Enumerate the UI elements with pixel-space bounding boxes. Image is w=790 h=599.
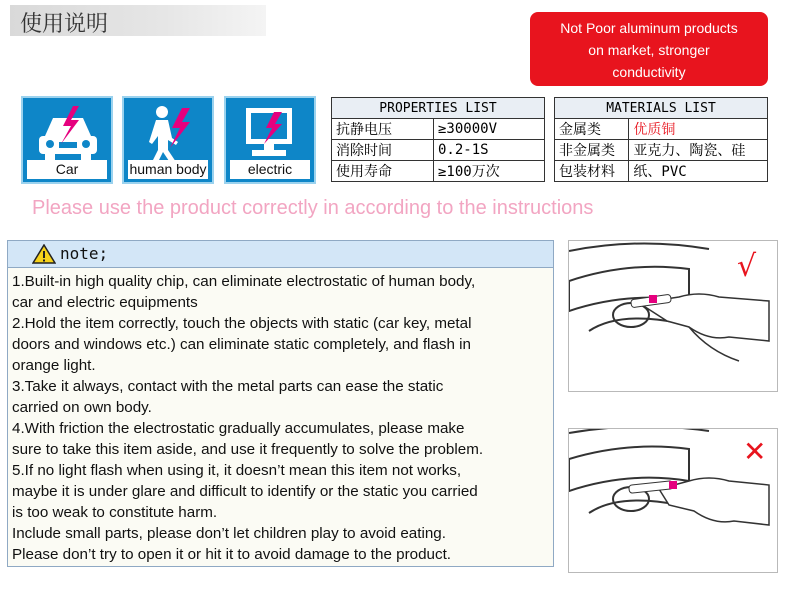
note-line: doors and windows etc.) can eliminate static completely, and flash in: [12, 336, 471, 353]
note-line: car and electric equipments: [12, 294, 198, 311]
correct-usage-illustration: [568, 240, 778, 392]
tile-label: electric: [230, 160, 310, 179]
note-label: note;: [60, 244, 109, 263]
warning-icon: [32, 244, 56, 264]
note-line: carried on own body.: [12, 399, 152, 416]
note-line: 3.Take it always, contact with the metal parts can ease the static: [12, 378, 444, 395]
correct-mark: √: [737, 249, 757, 284]
property-value: ≥100万次: [434, 161, 545, 182]
promo-badge: [530, 12, 768, 86]
note-line: maybe it is under glare and difficult to identify or the static you carried: [12, 483, 478, 500]
materials-table: [554, 97, 768, 182]
note-header: [8, 241, 553, 268]
note-line: 5.If no light flash when using it, it doesn’t mean this item not works,: [12, 462, 462, 479]
property-name: 抗静电压: [332, 119, 434, 140]
property-name: 消除时间: [332, 140, 434, 161]
material-type: 包装材料: [555, 161, 629, 182]
wrong-usage-illustration: [568, 428, 778, 573]
table-row: [332, 161, 545, 182]
note-line: sure to take this item aside, and use it frequently to solve the problem.: [12, 441, 484, 458]
property-value: 0.2-1S: [434, 140, 545, 161]
note-panel: [7, 240, 554, 567]
note-line: Please don’t try to open it or hit it to avoid damage to the product.: [12, 546, 452, 563]
page-title: 使用说明: [20, 12, 109, 37]
material-type: 非金属类: [555, 140, 629, 161]
materials-title: MATERIALS LIST: [555, 98, 768, 119]
property-value: ≥30000V: [434, 119, 545, 140]
tile-label: Car: [27, 160, 107, 179]
table-row: [555, 140, 768, 161]
material-value: 优质铜: [629, 119, 768, 140]
tile-label: human body: [129, 161, 207, 177]
properties-title: PROPERTIES LIST: [332, 98, 545, 119]
note-line: orange light.: [12, 357, 96, 374]
material-type: 金属类: [555, 119, 629, 140]
page-header: [10, 5, 266, 36]
promo-line: on market, stronger: [588, 42, 710, 58]
promo-line: conductivity: [612, 64, 686, 80]
tile-car: [21, 96, 113, 184]
properties-table: [331, 97, 545, 182]
instruction-banner: Please use the product correctly in according to the instructions: [32, 197, 594, 219]
tile-electric: [224, 96, 316, 184]
table-row: [555, 161, 768, 182]
note-line: 2.Hold the item correctly, touch the objects with static (car key, metal: [12, 315, 472, 332]
material-value: 纸、PVC: [629, 161, 768, 182]
promo-line: Not Poor aluminum products: [560, 20, 738, 36]
material-value: 亚克力、陶瓷、硅: [629, 140, 768, 161]
tile-human-body: [122, 96, 214, 184]
table-row: [555, 119, 768, 140]
note-line: is too weak to constitute harm.: [12, 504, 218, 521]
table-row: [332, 140, 545, 161]
note-line: 4.With friction the electrostatic gradually accumulates, please make: [12, 420, 465, 437]
note-line: 1.Built-in high quality chip, can eliminate electrostatic of human body,: [12, 273, 476, 290]
property-name: 使用寿命: [332, 161, 434, 182]
table-row: [332, 119, 545, 140]
wrong-mark: ✕: [743, 435, 767, 468]
note-body: [12, 271, 551, 565]
note-line: Include small parts, please don’t let children play to avoid eating.: [12, 525, 446, 542]
